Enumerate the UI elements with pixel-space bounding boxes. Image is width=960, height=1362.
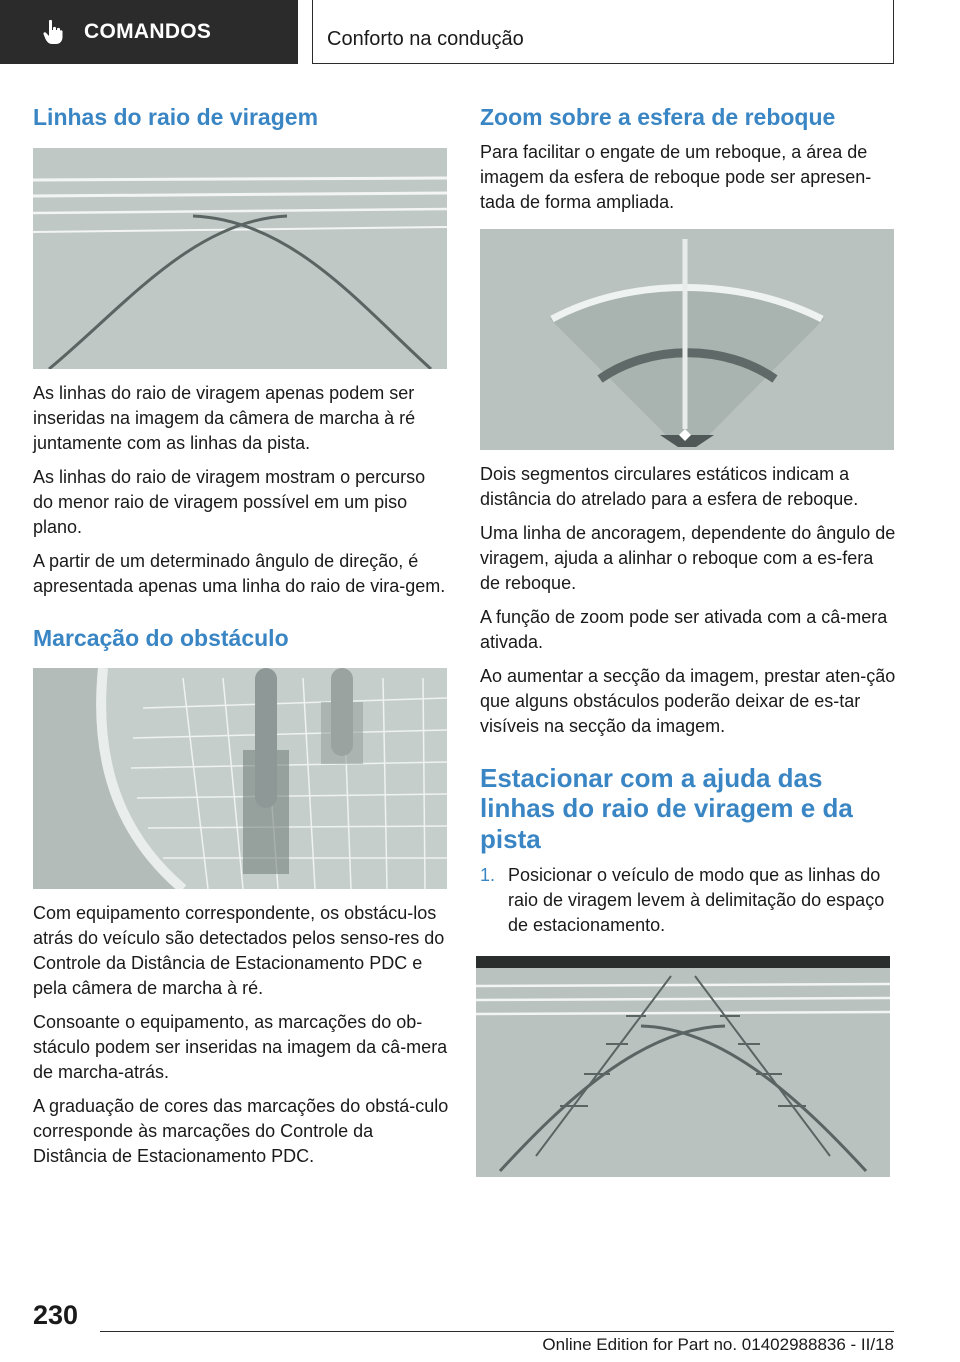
heading-turning-radius: Linhas do raio de viragem [33,104,319,130]
paragraph: Consoante o equipamento, as marcações do ob-stáculo podem ser inseridas na imagem da câ-mera de marcha-atrás. [33,1012,448,1083]
paragraph: Dois segmentos circulares estáticos indicam a distância do atrelado para a esfera de reboque. [480,463,859,509]
paragraph: As linhas do raio de viragem apenas podem ser inseridas na imagem da câmera de marcha à ré juntamente com as linhas da pista. [33,382,416,453]
paragraph: Uma linha de ancoragem, dependente do ângulo de viragem, ajuda a alinhar o reboque com a es-fera de reboque. [480,522,896,593]
turning-radius-figure [33,148,447,369]
heading-towball-zoom: Zoom sobre a esfera de reboque [480,104,836,130]
section-label: COMANDOS [84,20,212,43]
step-number: 1. [480,864,496,885]
towball-zoom-figure [480,229,894,450]
parking-lines-figure [476,956,890,1177]
paragraph: A graduação de cores das marcações do obstá-culo corresponde às marcações do Controle da Distância de Estacionamento PDC. [33,1096,449,1167]
paragraph: A partir de um determinado ângulo de direção, é apresentada apenas uma linha do raio de vira-gem. [33,550,446,596]
paragraph: Ao aumentar a secção da imagem, prestar aten-ção que alguns obstáculos poderão deixar de es-tar visíveis na secção da imagem. [480,665,896,736]
paragraph: Com equipamento correspondente, os obstácu-los atrás do veículo são detectados pelos senso-res do Controle da Distância de Estacionamento PDC e pela câmera de marcha à ré. [33,903,445,999]
page-number: 230 [33,1300,79,1330]
left-column [33,100,449,1178]
hand-pointer-icon [38,17,68,47]
right-column [480,100,896,1177]
list-item [480,863,896,938]
paragraph: Para facilitar o engate de um reboque, a área de imagem da esfera de reboque pode ser apresen-tada de forma ampliada. [480,141,872,212]
paragraph: As linhas do raio de viragem mostram o percurso do menor raio de viragem possível em um piso plano. [33,466,426,537]
section-tab [0,0,298,64]
step-text: Posicionar o veículo de modo que as linhas do raio de viragem levem à delimitação do espaço de estacionamento. [508,864,885,935]
footer-divider [100,1331,894,1332]
obstacle-marking-figure [33,668,447,889]
chapter-title: Conforto na condução [327,28,524,50]
heading-parking-assist: Estacionar com a ajuda das linhas do raio de viragem e da pista [480,762,853,854]
chapter-box [312,0,894,64]
paragraph: A função de zoom pode ser ativada com a câ-mera ativada. [480,606,888,652]
heading-obstacle-marking: Marcação do obstáculo [33,624,289,651]
footer-edition: Online Edition for Part no. 01402988836 - II/18 [542,1335,894,1354]
